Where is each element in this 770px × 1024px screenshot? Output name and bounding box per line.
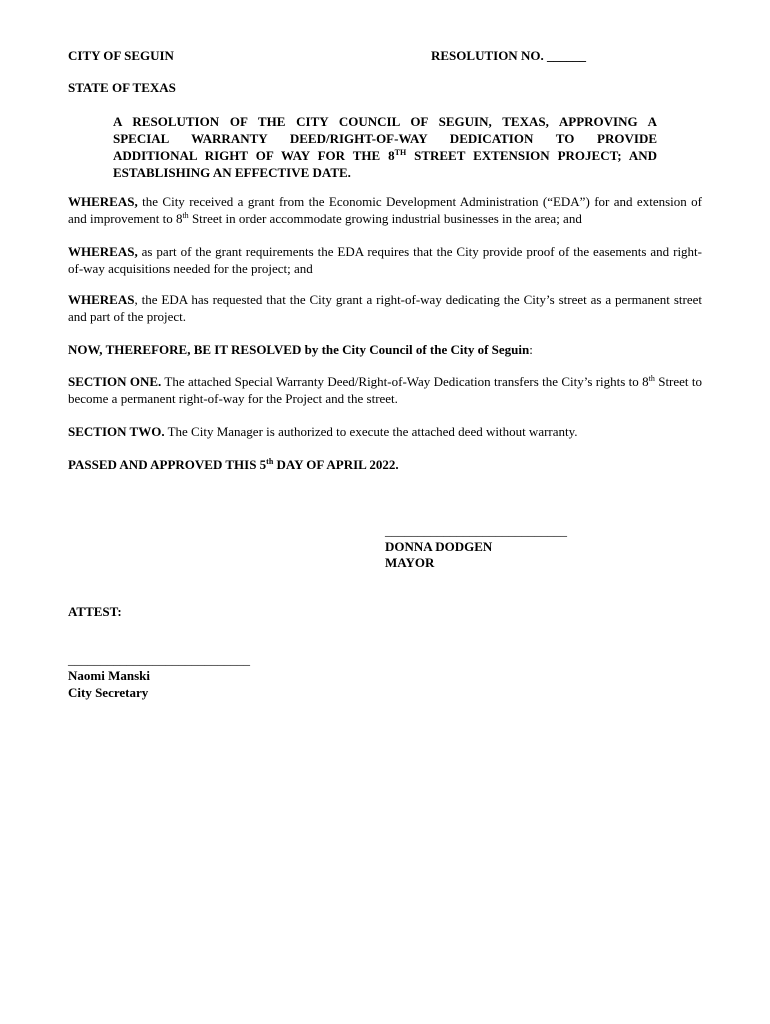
whereas-label: WHEREAS, xyxy=(68,194,138,209)
passed-text: PASSED AND APPROVED THIS 5 xyxy=(68,457,267,472)
whereas-label: WHEREAS, xyxy=(68,244,138,259)
resolved-clause xyxy=(68,341,702,358)
whereas-text-end: Street in order accommodate growing industrial businesses in the area; and xyxy=(188,211,582,226)
section-two-text: The City Manager is authorized to execute the attached deed without warranty. xyxy=(164,424,578,439)
title-line-4: ESTABLISHING AN EFFECTIVE DATE. xyxy=(113,165,351,180)
section-two-label: SECTION TWO. xyxy=(68,424,165,439)
whereas-text: as part of the grant requirements the EDA requires that the City provide proof of the easements and right-of-way acquisitions needed for the project; and xyxy=(68,244,702,276)
resolution-title xyxy=(113,113,657,181)
title-line-3 xyxy=(113,147,657,164)
mayor-signature-line: ____________________________ xyxy=(385,523,567,538)
section-one-text-end: Street to become a permanent right-of-way for the Project and the street. xyxy=(68,374,702,406)
title-line-3-end: STREET EXTENSION PROJECT; AND xyxy=(406,148,657,163)
state-heading: STATE OF TEXAS xyxy=(68,80,176,95)
section-one-label: SECTION ONE. xyxy=(68,374,162,389)
title-line-1: A RESOLUTION OF THE CITY COUNCIL OF SEGUIN, TEXAS, APPROVING A xyxy=(113,114,657,129)
city-heading: CITY OF SEGUIN xyxy=(68,48,174,63)
title-line-2: SPECIAL WARRANTY DEED/RIGHT-OF-WAY DEDICATION TO PROVIDE xyxy=(113,131,657,146)
whereas-clause-1 xyxy=(68,193,702,227)
ordinal-superscript: th xyxy=(266,457,274,466)
section-two xyxy=(68,423,702,440)
passed-text-end: DAY OF APRIL 2022. xyxy=(273,457,399,472)
section-one-text: The attached Special Warranty Deed/Right-of-Way Dedication transfers the City’s rights to 8 xyxy=(161,374,649,389)
title-superscript: TH xyxy=(394,148,407,157)
ordinal-superscript: th xyxy=(648,374,655,383)
whereas-label: WHEREAS xyxy=(68,292,135,307)
secretary-name: Naomi Manski xyxy=(68,668,150,683)
secretary-signature-line: ____________________________ xyxy=(68,652,250,667)
section-one xyxy=(68,373,702,407)
passed-and-approved xyxy=(68,456,702,473)
whereas-text: the City received a grant from the Economic Development Administration (“EDA”) for and extension of and improvement to 8 xyxy=(68,194,702,226)
whereas-text: , the EDA has requested that the City grant a right-of-way dedicating the City’s street as a permanent street and part of the project. xyxy=(68,292,702,324)
title-line-3-start: ADDITIONAL RIGHT OF WAY FOR THE 8 xyxy=(113,148,395,163)
whereas-clause-2 xyxy=(68,243,702,277)
resolved-label: NOW, THEREFORE, BE IT RESOLVED by the City Council of the City of Seguin xyxy=(68,342,530,357)
resolved-colon: : xyxy=(529,342,533,357)
ordinal-superscript: th xyxy=(182,211,189,220)
secretary-title: City Secretary xyxy=(68,685,149,700)
mayor-name: DONNA DODGEN xyxy=(385,539,493,554)
mayor-title: MAYOR xyxy=(385,555,435,570)
attest-label: ATTEST: xyxy=(68,604,122,619)
resolution-number: RESOLUTION NO. ______ xyxy=(431,48,586,63)
whereas-clause-3 xyxy=(68,291,702,325)
